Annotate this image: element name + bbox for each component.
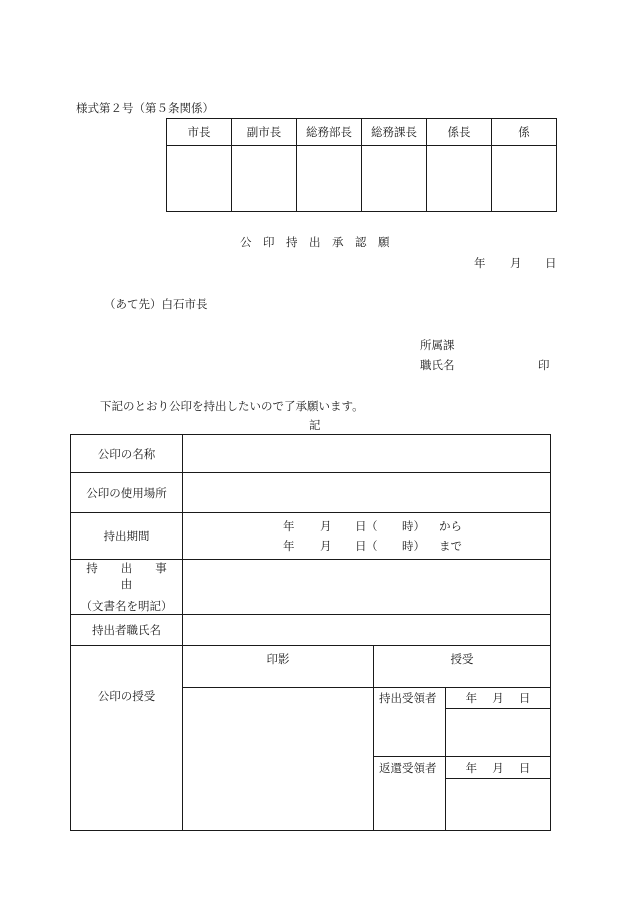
reason-field[interactable] [183,560,551,615]
period-start-month: 月 [320,519,332,533]
approval-table [166,118,557,212]
return-receiver-sign-field[interactable] [446,779,551,831]
period-end-hour: 時） [402,539,425,553]
addressee: （あて先）白石市長 [104,297,208,311]
period-from-word: から [439,519,462,533]
period-end-day: 日 [355,539,367,553]
reason-label-line1: 持 出 事 由 [86,561,190,591]
period-label: 持出期間 [71,513,183,560]
approval-stamp-box[interactable] [427,146,492,212]
document-title: 公 印 持 出 承 認 願 [240,235,390,249]
seal-place-label: 公印の使用場所 [71,473,183,513]
carrier-label: 持出者職氏名 [71,615,183,646]
ki-heading: 記 [309,418,321,432]
approval-header-mayor: 市長 [167,119,232,146]
approval-header-deputy-mayor: 副市長 [232,119,297,146]
approval-header-general-affairs-chief: 総務課長 [362,119,427,146]
approval-stamp-box[interactable] [232,146,297,212]
period-start-day: 日 [355,519,367,533]
seal-place-field[interactable] [183,473,551,513]
checkout-date[interactable]: 年 月 日 [446,688,551,709]
approval-stamp-box[interactable] [492,146,557,212]
approval-stamp-box[interactable] [297,146,362,212]
carrier-field[interactable] [183,615,551,646]
approval-stamp-box[interactable] [362,146,427,212]
period-start-open-paren: （ [366,519,378,533]
period-start-hour: 時） [402,519,425,533]
transfer-header: 授受 [374,646,551,688]
handover-label: 公印の授受 [71,646,183,831]
applicant-name-label: 職氏名 [420,358,455,372]
period-to-word: まで [439,539,462,553]
checkout-receiver-label: 持出受領者 [374,688,446,757]
date-day: 日 [545,256,557,270]
request-statement: 下記のとおり公印を持出したいので了承願います。 [100,399,364,413]
period-end-open-paren: （ [366,539,378,553]
approval-header-staff: 係 [492,119,557,146]
impression-field[interactable] [183,688,374,831]
approval-header-general-affairs-director: 総務部長 [297,119,362,146]
seal-name-field[interactable] [183,435,551,473]
main-form-table [70,434,551,831]
period-end-line [183,538,550,554]
period-end-month: 月 [320,539,332,553]
approval-stamp-box[interactable] [167,146,232,212]
approval-header-section-chief: 係長 [427,119,492,146]
period-end-year: 年 [283,539,295,553]
form-number: 様式第２号（第５条関係） [76,101,214,115]
period-field[interactable] [183,513,551,560]
return-receiver-label: 返還受領者 [374,757,446,831]
period-start-line [183,518,550,534]
return-date[interactable]: 年 月 日 [446,757,551,779]
reason-label [71,560,190,615]
seal-mark: 印 [538,358,550,372]
department-label: 所属課 [420,338,455,352]
seal-name-label: 公印の名称 [71,435,183,473]
period-start-year: 年 [283,519,295,533]
date-year: 年 [474,256,486,270]
reason-label-line2: （文書名を明記） [80,599,173,613]
date-month: 月 [510,256,522,270]
checkout-receiver-sign-field[interactable] [446,709,551,757]
impression-header: 印影 [183,646,374,688]
